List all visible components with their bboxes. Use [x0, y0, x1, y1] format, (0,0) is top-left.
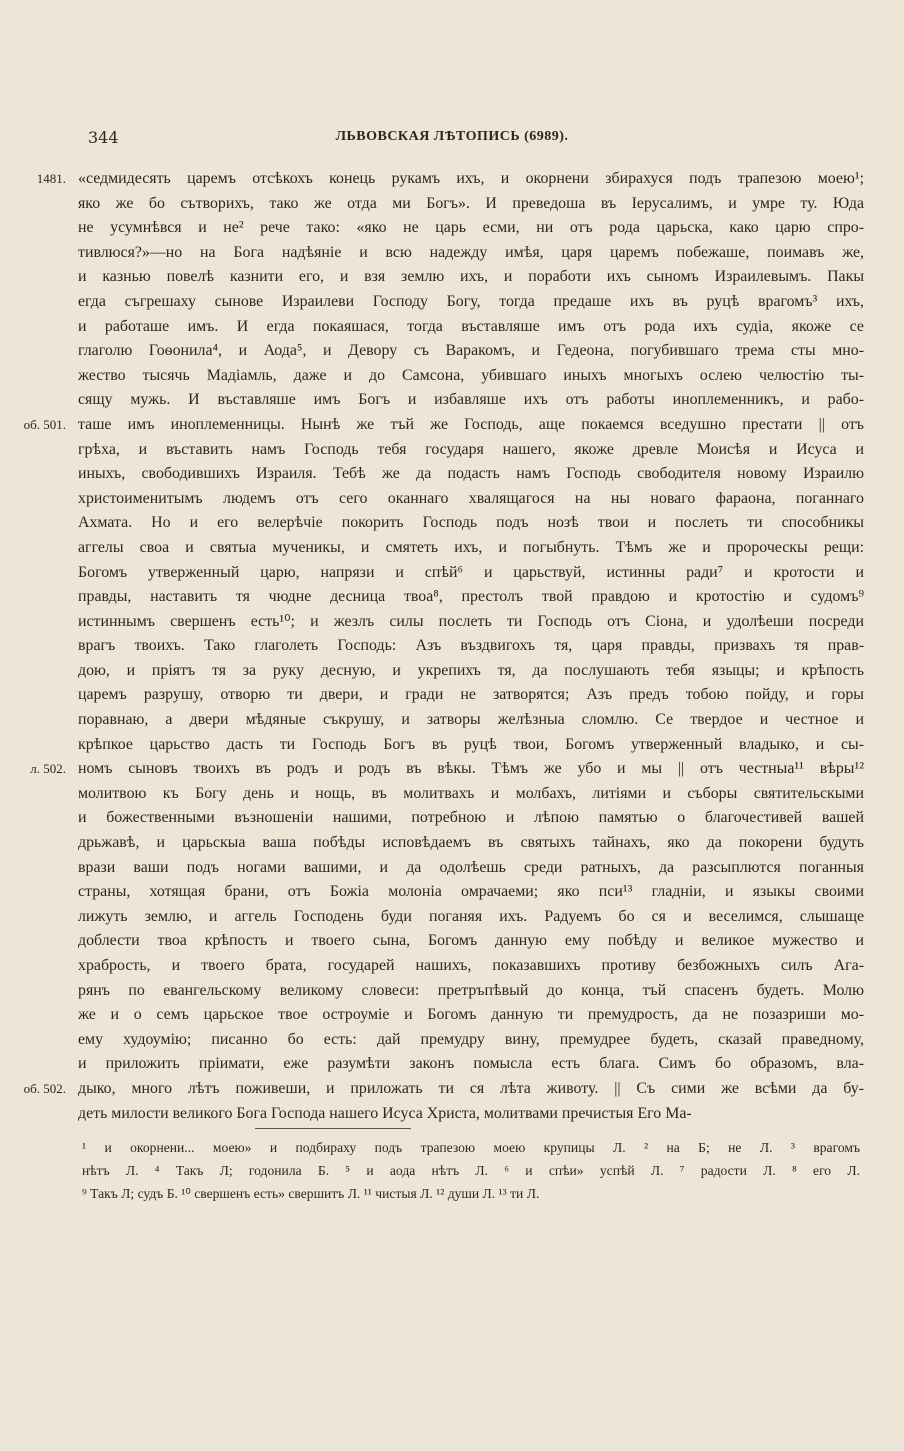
- line-text: врагъ твоихъ. Тако глаголеть Господь: Азъ въздвигохъ тя, царя правды, призвахъ тя прав-: [78, 637, 864, 655]
- line-text: храбрость, и твоего брата, государей нашихъ, показавшихъ противу безбожныхъ силъ Ага-: [78, 957, 864, 974]
- text-line: [78, 339, 864, 364]
- text-line: [78, 511, 864, 536]
- line-text: иныхъ, свободившихъ Израиля. Тебѣ же да подасть намъ Господь свободителя новому Израилю: [78, 465, 864, 483]
- text-line: [78, 388, 864, 413]
- running-header: [0, 128, 904, 154]
- line-text: тивлюся?»—но на Бога надѣяніе и всю надежду имѣя, царя царемъ побежаше, поимавъ же,: [78, 243, 864, 261]
- line-text: ему худоумію; писанно бо есть: дай премудру вину, премудрее будеть, сказай праведному,: [78, 1030, 864, 1048]
- line-text: жество тысячь Мадіамль, даже и до Самсона, убившаго иныхъ многыхъ ослею челюстію ты-: [78, 366, 864, 384]
- footnotes: [82, 1136, 860, 1205]
- line-text: и работаше имъ. И егда покаяшася, тогда въставляше имъ отъ рода ихъ судіа, якоже се: [78, 317, 864, 335]
- text-line: [78, 487, 864, 512]
- line-text: дрьжавѣ, и царьскыа ваша побѣды исповѣдаемъ въ святыхъ тайнахъ, яко да покорени будуть: [78, 834, 864, 852]
- line-text: лижуть землю, и аггель Господень буди поганяя ихъ. Радуемъ бо ся и веселимся, слышаще: [78, 907, 864, 925]
- margin-reference: л. 502.: [30, 761, 66, 777]
- line-text: же и о семъ царьское твое остроуміе и Богомъ данную ти премудрость, да не позазриши мо-: [78, 1006, 864, 1024]
- footnote-line: ⁹ Такъ Л; судъ Б. ¹⁰ свершенъ есть» свершитъ Л. ¹¹ чистыя Л. ¹² души Л. ¹³ ти Л.: [82, 1186, 540, 1201]
- line-text: и божественными възношеніи нашими, потребною и лѣпою памятью о благочестивей вашей: [78, 809, 864, 827]
- text-line: [36, 167, 864, 192]
- text-line: [78, 708, 864, 733]
- text-line: [78, 856, 864, 881]
- margin-reference: об. 501.: [23, 416, 66, 432]
- line-text: «седмидесять царемъ отсѣкохъ конець рукамъ ихъ, и окорнени збирахуся подъ трапезою моею¹;: [78, 170, 864, 187]
- line-text: егда съгрешаху сынове Израилеви Господу Богу, тогда предаше ихъ въ руцѣ врагомъ³ ихъ,: [78, 292, 864, 310]
- text-line: [78, 806, 864, 831]
- line-text: и казнью повелѣ казнити его, и взя землю ихъ, и поработи ихъ сыномъ Израилевымъ. Пакы: [78, 268, 864, 286]
- text-line: [78, 585, 864, 610]
- line-text: Ахмата. Но и его велерѣчіе покорить Господь подъ нозѣ твои и послеть ти способникы: [78, 514, 864, 532]
- footnote-line: ¹ и окорнени... моею» и подбираху подъ трапезою моею крупицы Л. ² на Б; не Л. ³ врагомъ: [82, 1140, 860, 1155]
- line-text: деть милости великого Бога Господа нашего Исуса Христа, молитвами пречистыя Его Ма-: [78, 1104, 692, 1122]
- text-line: [78, 462, 864, 487]
- text-line: [78, 880, 864, 905]
- text-line: [78, 683, 864, 708]
- line-text: врази ваши подъ ногами вашими, и да одолѣешь среди ратныхъ, да разсыплются поганныя: [78, 858, 864, 876]
- text-line: [78, 290, 864, 315]
- line-text: аггелы своа и святыа мученикы, и смятеть ихъ, и погыбнуть. Тѣмъ же и пророческы рещи:: [78, 538, 864, 556]
- text-line: [78, 241, 864, 266]
- text-line: [78, 1052, 864, 1077]
- line-text: яко же бо сътворихъ, тако же отда ми Богъ». И преведоша въ Іерусалимъ, и умре ту. Юда: [78, 194, 864, 212]
- text-line: [78, 610, 864, 635]
- line-text: дыко, много лѣтъ поживеши, и приложать ти ся лѣта животу. || Съ сими же всѣми да бу-: [78, 1079, 864, 1097]
- line-text: таше имъ иноплеменницы. Нынѣ же тъй же Господь, аще покаемся вседушно престати || отъ: [78, 415, 864, 433]
- line-text: молитвою къ Богу день и нощь, въ молитвахъ и молбахъ, литіями и съборы святительскыми: [78, 784, 864, 802]
- line-text: глаголю Гоѳонила⁴, и Аода⁵, и Девору съ Варакомъ, и Гедеона, погубившаго трема сты мно-: [78, 342, 864, 360]
- text-line: [78, 659, 864, 684]
- line-text: крѣпкое царьство дасть ти Господь Богъ въ руцѣ твои, Богомъ утверженный владыко, и сы-: [78, 735, 864, 753]
- line-text: поравнаю, а двери мѣдяные съкрушу, и затворы желѣзныа сломлю. Се твердое и честное и: [78, 711, 864, 729]
- margin-reference: 1481.: [36, 171, 66, 186]
- footnote-line: нѣтъ Л. ⁴ Такъ Л; годонила Б. ⁵ и аода нѣтъ Л. ⁶ и спѣи» успѣй Л. ⁷ радости Л. ⁸ его Л.: [82, 1163, 860, 1178]
- text-line: [78, 634, 864, 659]
- line-text: царемъ разрушу, отворю ти двери, и гради не затворятся; Азъ предъ тобою пойду, и горы: [78, 686, 864, 704]
- text-line: [23, 1077, 864, 1102]
- line-text: правды, наставить тя чюдне десница твоа⁸, престолъ твой правдою и кротостію и судомъ⁹: [78, 588, 864, 606]
- text-line: [78, 733, 864, 758]
- footnote-divider: [255, 1128, 411, 1129]
- line-text: рянъ по евангельскому великому словеси: претръпѣвый до конца, тъй спасенъ будеть. Молю: [78, 981, 864, 999]
- line-text: истиннымъ свершенъ есть¹⁰; и жезлъ силы послеть ти Господь отъ Сіона, и удолѣеши посреди: [78, 612, 864, 630]
- text-line: [78, 536, 864, 561]
- text-line: [78, 782, 864, 807]
- line-text: христоименитымъ людемъ отъ сего оканнаго хвалящагося на ны новаго фараона, поганнаго: [78, 489, 864, 507]
- text-line: [78, 954, 864, 979]
- line-text: сящу мужь. И въставляше имъ Богъ и избавляше ихъ отъ работы иноплеменникъ, и рабо-: [78, 391, 864, 409]
- text-line: [78, 905, 864, 930]
- text-line: [78, 315, 864, 340]
- line-text: и приложить пріимати, еже разумѣти законъ помысла есть блага. Симъ бо образомъ, вла-: [78, 1055, 864, 1073]
- text-line: [78, 561, 864, 586]
- text-line: [78, 929, 864, 954]
- page-title: ЛЬВОВСКАЯ ЛѢТОПИСЬ (6989).: [335, 129, 569, 144]
- line-text: номъ сыновъ твоихъ въ родъ и родъ въ вѣкы. Тѣмъ же убо и мы || отъ честныа¹¹ вѣры¹²: [78, 760, 864, 778]
- page-number: 344: [88, 128, 119, 147]
- text-line: [78, 192, 864, 217]
- line-text: дою, и пріятъ тя за руку десную, и укрепихъ тя, да послушають тебя языцы; и крѣпость: [78, 661, 864, 679]
- line-text: не усумнѣвся и не² рече тако: «яко не царь есми, ни отъ рода царьска, како царю спро-: [78, 219, 864, 237]
- line-text: Богомъ утверженный царю, напрязи и спѣй⁶ и царьствуй, истинны ради⁷ и кротости и: [78, 563, 864, 581]
- text-line: [78, 979, 864, 1004]
- text-line: [78, 1003, 864, 1028]
- text-line: [78, 216, 864, 241]
- text-line: [78, 1028, 864, 1053]
- line-text: грѣха, и въставить намъ Господь тебя государя нашего, якоже древле Моисѣя и Исуса и: [78, 440, 864, 458]
- line-text: страны, хотящая брани, отъ Божіа молоніа омрачаеми; яко пси¹³ гладніи, и языкы своими: [78, 883, 864, 901]
- text-line: [30, 757, 864, 782]
- margin-reference: об. 502.: [23, 1080, 66, 1096]
- text-line: [78, 364, 864, 389]
- text-line: [23, 413, 864, 438]
- text-line: [78, 831, 864, 856]
- text-line: [78, 265, 864, 290]
- text-line: [78, 1102, 864, 1127]
- main-text: [23, 167, 864, 1126]
- text-line: [78, 438, 864, 463]
- line-text: доблести твоа крѣпость и твоего сына, Богомъ данную ему побѣду и великое мужество и: [78, 932, 864, 950]
